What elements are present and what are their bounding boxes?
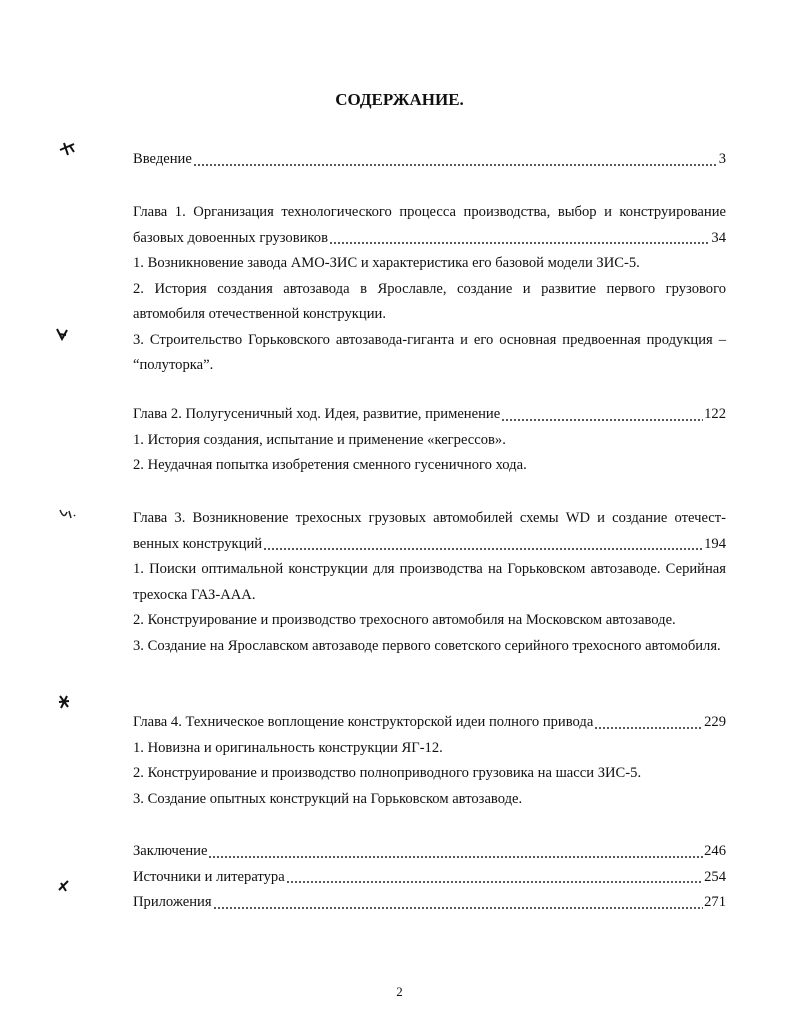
toc-label: Заключение bbox=[133, 843, 208, 859]
margin-mark-icon bbox=[54, 326, 70, 342]
dot-leader bbox=[208, 856, 703, 858]
margin-mark-icon bbox=[56, 878, 72, 894]
chapter-title: Глава 3. Возникновение трехосных грузовых автомобилей схемы WD и создание отечест- bbox=[133, 510, 726, 526]
toc-page: 3 bbox=[718, 151, 726, 167]
toc-chapter-3 bbox=[133, 506, 726, 659]
toc-chapter-4 bbox=[133, 710, 726, 812]
chapter-item: 2. Неудачная попытка изобретения сменного гусеничного хода. bbox=[133, 457, 527, 473]
dot-leader bbox=[193, 164, 718, 166]
chapter-item: 3. Строительство Горьковского автозавода-гиганта и его основная предвоенная продукция – “полуторка”. bbox=[133, 331, 726, 373]
chapter-item: 2. Конструирование и производство полноприводного грузовика на шасси ЗИС-5. bbox=[133, 765, 642, 781]
chapter-title-cont: базовых довоенных грузовиков bbox=[133, 229, 328, 246]
margin-mark-icon bbox=[56, 693, 72, 711]
toc-page: 194 bbox=[704, 535, 726, 552]
dot-leader bbox=[501, 419, 703, 421]
chapter-title: Глава 1. Организация технологического процесса производства, выбор и конструирование bbox=[133, 204, 726, 220]
toc-page: 34 bbox=[711, 229, 726, 246]
chapter-item: 1. Новизна и оригинальность конструкции ЯГ-12. bbox=[133, 739, 443, 756]
chapter-item: 1. Возникновение завода АМО-ЗИС и характеристика его базовой модели ЗИС-5. bbox=[133, 255, 640, 271]
dot-leader bbox=[213, 907, 704, 909]
dot-leader bbox=[329, 242, 710, 244]
chapter-item: 1. Поиски оптимальной конструкции для производства на Горьковском автозаводе. Серийная трехоска ГАЗ-ААА. bbox=[133, 561, 726, 603]
chapter-title: Глава 4. Техническое воплощение конструкторской идеи полного привода bbox=[133, 714, 594, 730]
margin-mark-icon bbox=[58, 506, 78, 522]
chapter-item: 3. Создание опытных конструкций на Горьковском автозаводе. bbox=[133, 790, 523, 807]
page-number: 2 bbox=[396, 984, 403, 999]
toc-label: Введение bbox=[133, 151, 192, 167]
chapter-item: 2. История создания автозавода в Ярославле, создание и развитие первого грузового автомобиля отечественной конструкции. bbox=[133, 280, 726, 322]
margin-mark-icon bbox=[58, 140, 78, 158]
toc-label: Приложения bbox=[133, 894, 212, 910]
toc-page: 271 bbox=[704, 894, 726, 910]
page-title: СОДЕРЖАНИЕ. bbox=[335, 90, 464, 109]
toc-end bbox=[133, 839, 726, 916]
toc-page: 122 bbox=[704, 406, 726, 422]
chapter-title-cont: венных конструкций bbox=[133, 535, 263, 552]
chapter-item: 1. История создания, испытание и применение «кегрессов». bbox=[133, 431, 506, 448]
chapter-title: Глава 2. Полугусеничный ход. Идея, развитие, применение bbox=[133, 406, 501, 422]
dot-leader bbox=[263, 548, 703, 550]
toc-page: 254 bbox=[704, 868, 726, 885]
toc-chapter-2 bbox=[133, 402, 726, 479]
dot-leader bbox=[594, 727, 703, 729]
toc-page: 246 bbox=[704, 843, 726, 859]
toc-intro bbox=[133, 147, 726, 173]
toc-page: 229 bbox=[704, 714, 726, 730]
dot-leader bbox=[286, 881, 703, 883]
toc-label: Источники и литература bbox=[133, 868, 285, 885]
toc-chapter-1 bbox=[133, 200, 726, 379]
chapter-item: 3. Создание на Ярославском автозаводе первого советского серийного трехосного автомобиля. bbox=[133, 637, 721, 654]
chapter-item: 2. Конструирование и производство трехосного автомобиля на Московском автозаводе. bbox=[133, 612, 676, 628]
